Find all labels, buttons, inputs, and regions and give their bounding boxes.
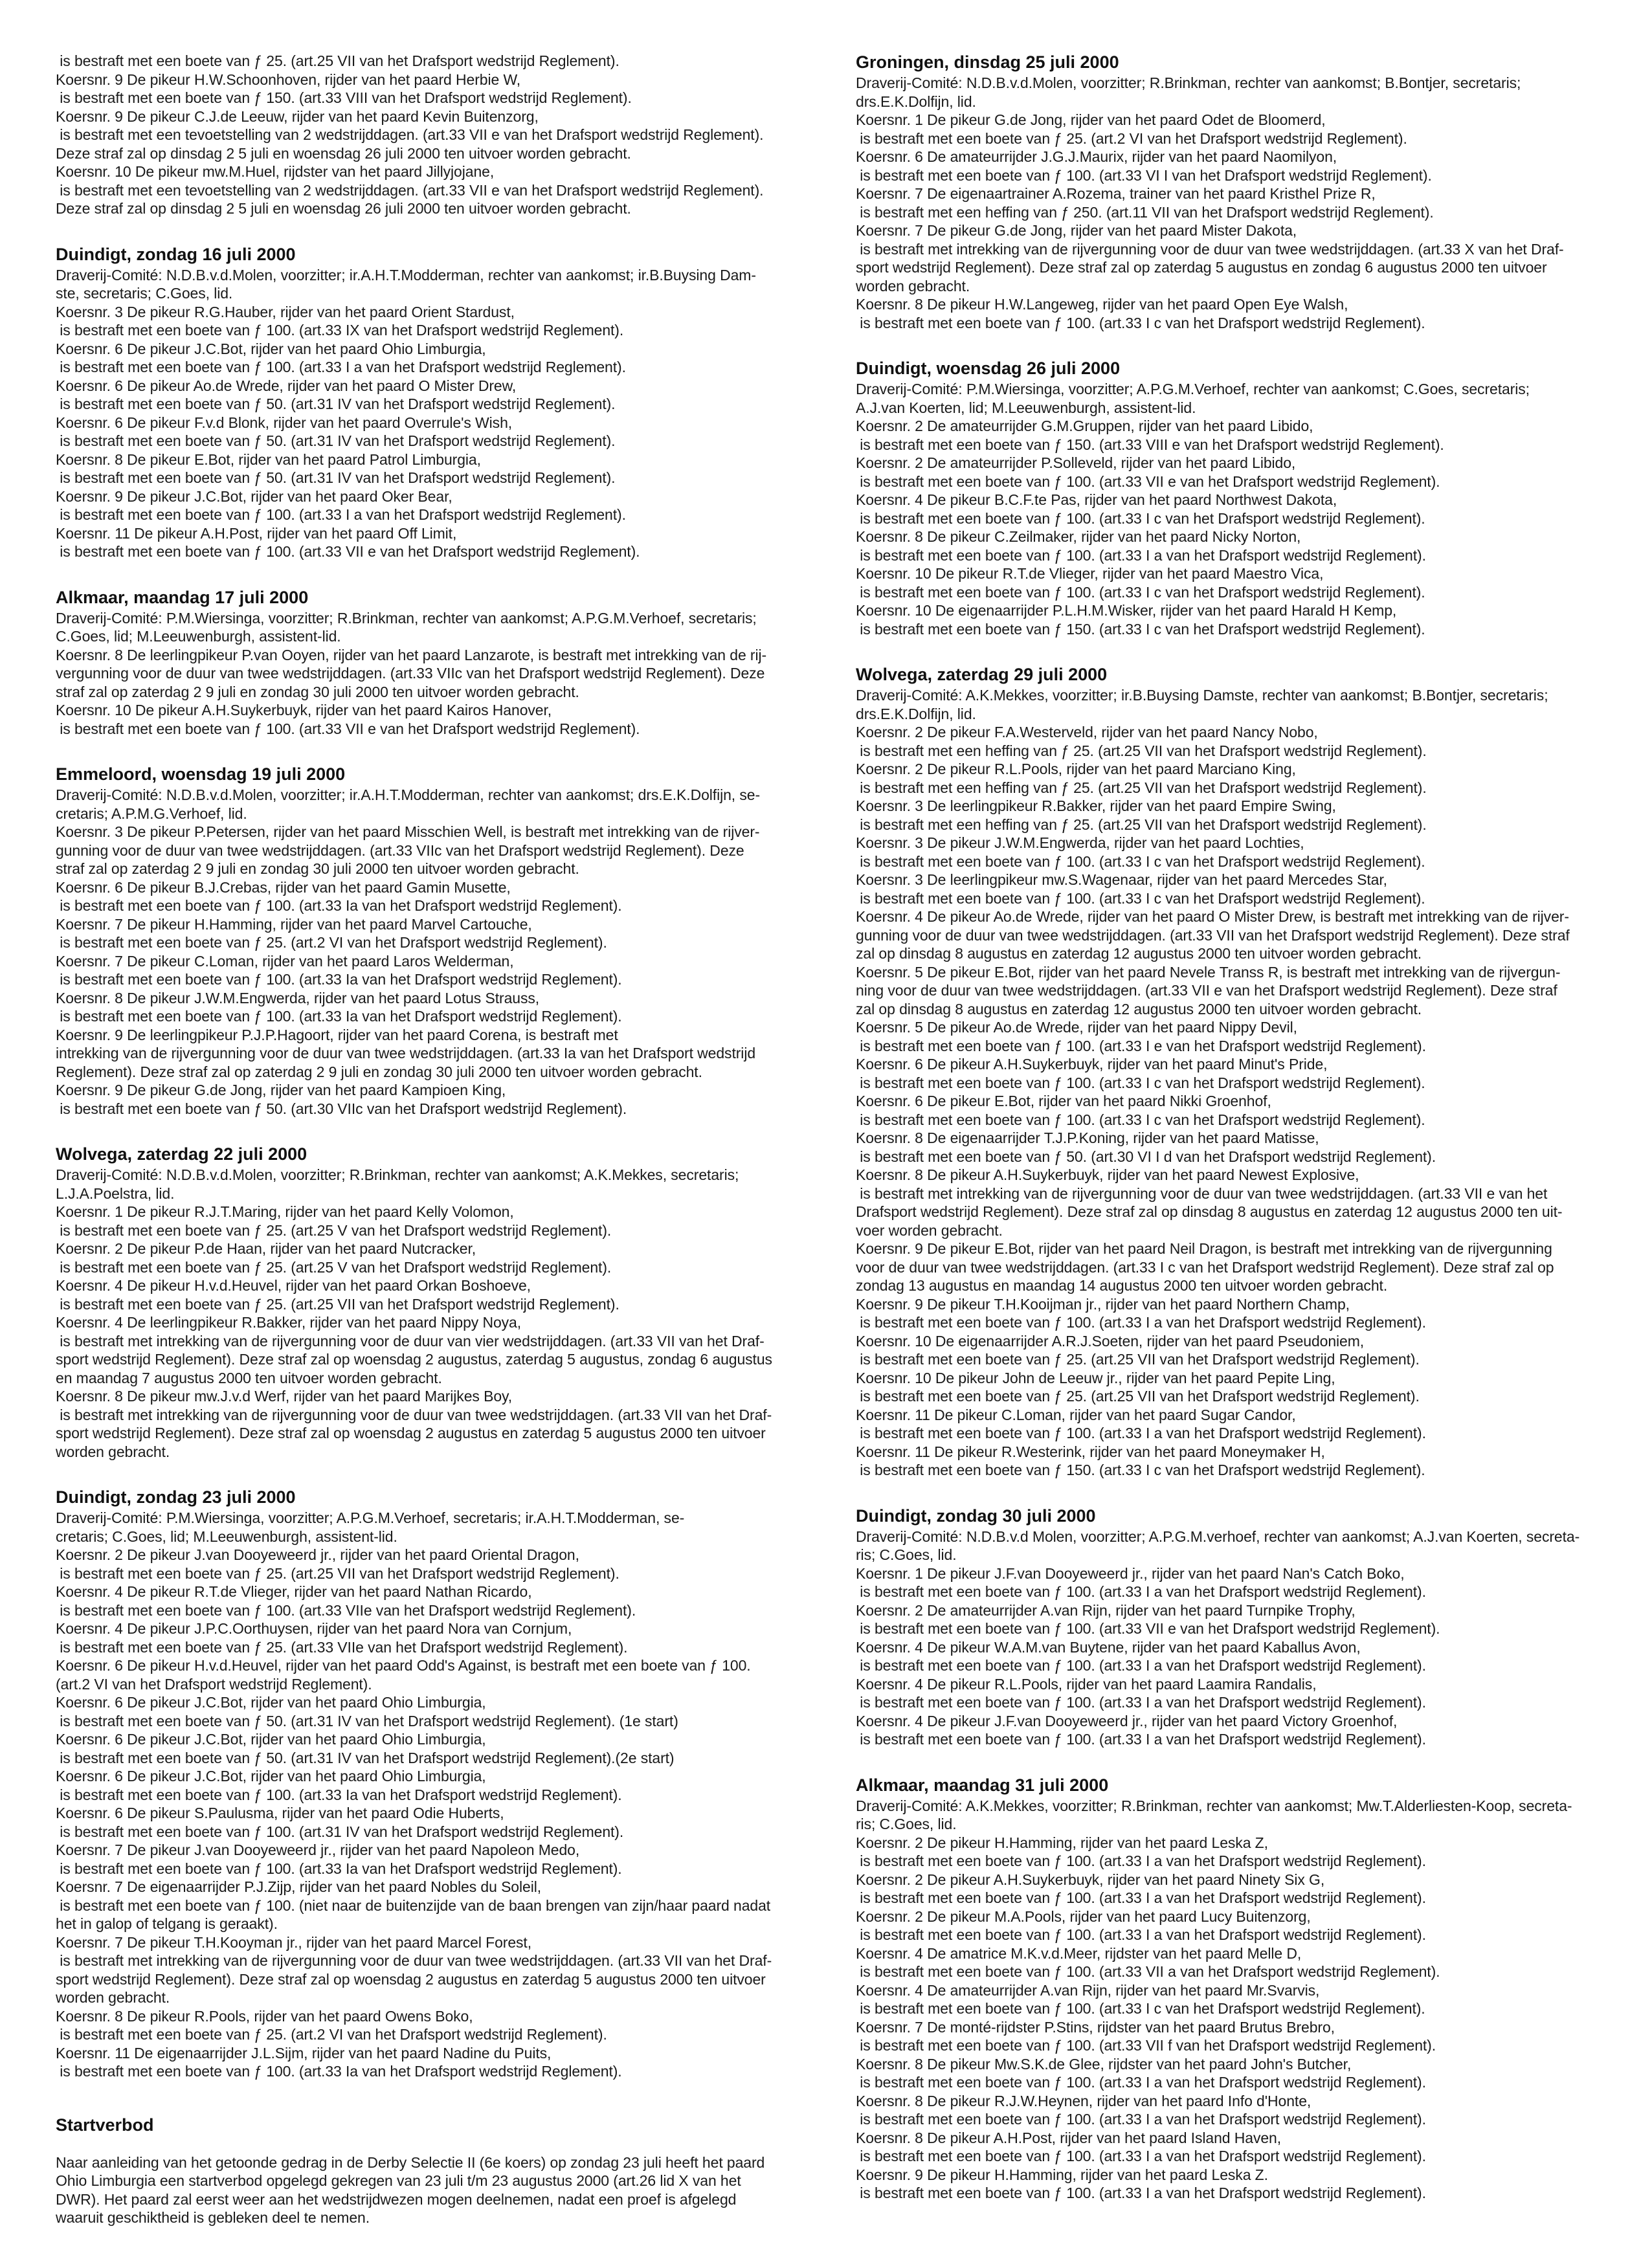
text-line: Koersnr. 8 De pikeur A.H.Post, rijder van het paard Island Haven, (856, 2129, 1282, 2146)
text-line: Koersnr. 2 De pikeur P.de Haan, rijder van het paard Nutcracker, (56, 1240, 476, 1257)
text-line: is bestraft met een boete van ƒ 100. (art.33 I a van het Drafsport wedstrijd Reglement). (56, 359, 626, 375)
text-line: Koersnr. 10 De pikeur A.H.Suykerbuyk, rijder van het paard Kairos Hanover, (56, 702, 552, 718)
text-line: Reglement). Deze straf zal op zaterdag 2 9 juli en zondag 30 juli 2000 ten uitvoer worden gebracht. (56, 1063, 702, 1080)
text-line: Koersnr. 7 De pikeur G.de Jong, rijder van het paard Mister Dakota, (856, 222, 1297, 239)
text-line: is bestraft met een boete van ƒ 100. (art.33 I a van het Drafsport wedstrijd Reglement). (856, 1314, 1426, 1331)
text-line: is bestraft met intrekking van de rijvergunning voor de duur van twee wedstrijddagen. (art.33 VII van het Draf- (56, 1952, 772, 1969)
text-line: is bestraft met een boete van ƒ 100. (art.33 I a van het Drafsport wedstrijd Reglement). (856, 546, 1426, 564)
text-line: Koersnr. 6 De pikeur S.Paulusma, rijder van het paard Odie Huberts, (56, 1805, 504, 1821)
text-line: Koersnr. 7 De eigenaarrijder P.J.Zijp, rijder van het paard Nobles du Soleil, (56, 1878, 542, 1895)
text-line: is bestraft met een heffing van ƒ 25. (art.25 VII van het Drafsport wedstrijd Reglement). (856, 742, 1427, 759)
text-line: is bestraft met een boete van ƒ 100. (art.33 VII e van het Drafsport wedstrijd Reglement). (56, 543, 640, 560)
text-line: is bestraft met een boete van ƒ 100. (art.33 I a van het Drafsport wedstrijd Reglement). (856, 1889, 1426, 1906)
report-section (856, 1506, 1594, 1749)
text-line: is bestraft met een boete van ƒ 100. (art.33 VII e van het Drafsport wedstrijd Reglement). (856, 472, 1440, 490)
text-line: Koersnr. 6 De pikeur J.C.Bot, rijder van het paard Ohio Limburgia, (56, 1768, 486, 1784)
text-line: waaruit geschiktheid is gebleken deel te nemen. (56, 2209, 370, 2226)
text-line: Koersnr. 9 De pikeur J.C.Bot, rijder van het paard Oker Bear, (56, 487, 452, 505)
text-line: is bestraft met een boete van ƒ 100. (art.33 VII e van het Drafsport wedstrijd Reglement). (56, 720, 640, 737)
text-line: ris; C.Goes, lid. (856, 1546, 957, 1563)
text-line: is bestraft met een boete van ƒ 100. (art.33 I a van het Drafsport wedstrijd Reglement). (856, 1852, 1426, 1869)
text-line: is bestraft met een boete van ƒ 25. (art.25 V van het Drafsport wedstrijd Reglement). (56, 1258, 612, 1276)
text-line: Naar aanleiding van het getoonde gedrag in de Derby Selectie II (6e koers) op zondag 23 juli heeft het paard (56, 2153, 765, 2171)
text-line: Koersnr. 10 De eigenaarrijder A.R.J.Soeten, rijder van het paard Pseudoniem, (856, 1332, 1365, 1350)
section-heading: Duindigt, woensdag 26 juli 2000 (856, 359, 1121, 378)
text-line: Koersnr. 10 De pikeur John de Leeuw jr., rijder van het paard Pepite Ling, (856, 1369, 1335, 1386)
text-line: is bestraft met een boete van ƒ 100. (art.33 I a van het Drafsport wedstrijd Reglement). (856, 2185, 1426, 2201)
report-section (856, 52, 1594, 332)
text-line: Draverij-Comité: N.D.B.v.d.Molen, voorzitter; ir.A.H.T.Modderman, rechter van aankomst; drs.E.K.Dolfijn, se- (56, 786, 761, 803)
text-line: is bestraft met een boete van ƒ 150. (art.33 VIII e van het Drafsport wedstrijd Reglement). (856, 436, 1444, 453)
text-line: Koersnr. 6 De pikeur F.v.d Blonk, rijder van het paard Overrule's Wish, (56, 414, 513, 431)
text-line: Koersnr. 4 De pikeur H.v.d.Heuvel, rijder van het paard Orkan Boshoeve, (56, 1277, 531, 1294)
text-line: Koersnr. 1 De pikeur R.J.T.Maring, rijder van het paard Kelly Volomon, (56, 1203, 514, 1220)
text-line: is bestraft met een boete van ƒ 25. (art.33 VIIe van het Drafsport wedstrijd Reglement). (56, 1638, 628, 1656)
text-line: Koersnr. 4 De pikeur J.F.van Dooyeweerd jr., rijder van het paard Victory Groenhof, (856, 1712, 1398, 1729)
section-heading: Alkmaar, maandag 31 juli 2000 (856, 1775, 1109, 1795)
text-line: is bestraft met een boete van ƒ 100. (art.33 Ia van het Drafsport wedstrijd Reglement). (56, 897, 622, 914)
text-line: is bestraft met een boete van ƒ 100. (art.33 I a van het Drafsport wedstrijd Reglement). (856, 2074, 1426, 2091)
text-line: is bestraft met een boete van ƒ 100. (art.33 VII a van het Drafsport wedstrijd Reglement). (856, 1963, 1440, 1980)
text-line: is bestraft met intrekking van de rijvergunning voor de duur van twee wedstrijddagen. (art.33 VII e van het (856, 1184, 1548, 1202)
text-line: Koersnr. 2 De amateurrijder G.M.Gruppen, rijder van het paard Libido, (856, 417, 1313, 434)
text-line: Koersnr. 8 De pikeur mw.J.v.d Werf, rijder van het paard Marijkes Boy, (56, 1388, 513, 1405)
text-line: Koersnr. 4 De pikeur W.A.M.van Buytene, rijder van het paard Kaballus Avon, (856, 1638, 1361, 1656)
text-line: Koersnr. 4 De pikeur Ao.de Wrede, rijder van het paard O Mister Drew, is bestraft met intrekking van de rijver- (856, 908, 1569, 925)
text-line: worden gebracht. (56, 1443, 170, 1460)
text-line: Koersnr. 11 De pikeur R.Westerink, rijder van het paard Moneymaker H, (856, 1443, 1325, 1460)
text-line: Ohio Limburgia een startverbod opgelegd gekregen van 23 juli t/m 23 augustus 2000 (art.26 lid X van het (56, 2172, 741, 2189)
text-line: Koersnr. 7 De pikeur H.Hamming, rijder van het paard Marvel Cartouche, (56, 915, 532, 933)
text-line: Koersnr. 7 De pikeur T.H.Kooyman jr., rijder van het paard Marcel Forest, (56, 1933, 531, 1951)
left-column (56, 52, 794, 2268)
text-line: is bestraft met een boete van ƒ 100. (art.33 VII e van het Drafsport wedstrijd Reglement). (856, 1620, 1440, 1637)
text-line: Koersnr. 9 De pikeur C.J.de Leeuw, rijder van het paard Kevin Buitenzorg, (56, 107, 539, 125)
text-line: voor de duur van twee wedstrijddagen. (art.33 I c van het Drafsport wedstrijd Reglement). Deze straf zal op (856, 1258, 1554, 1276)
text-line: Draverij-Comité: A.K.Mekkes, voorzitter; R.Brinkman, rechter van aankomst; Mw.T.Alderliesten-Koop, secreta- (856, 1797, 1572, 1814)
report-section (56, 244, 794, 561)
text-line: Draverij-Comité: N.D.B.v.d.Molen, voorzitter; R.Brinkman, rechter van aankomst; B.Bontjer, secretaris; (856, 74, 1521, 91)
text-line: Koersnr. 2 De amateurrijder A.van Rijn, rijder van het paard Turnpike Trophy, (856, 1601, 1356, 1619)
section-heading: Duindigt, zondag 30 juli 2000 (856, 1506, 1096, 1526)
text-line: Koersnr. 2 De pikeur A.H.Suykerbuyk, rijder van het paard Ninety Six G, (856, 1871, 1325, 1888)
text-line: Koersnr. 2 De amateurrijder P.Solleveld, rijder van het paard Libido, (856, 454, 1296, 471)
text-line: is bestraft met een boete van ƒ 25. (art.2 VI van het Drafsport wedstrijd Reglement). (56, 934, 607, 951)
text-line: Koersnr. 7 De pikeur J.van Dooyeweerd jr., rijder van het paard Napoleon Medo, (56, 1841, 580, 1858)
text-line: Drafsport wedstrijd Reglement). Deze straf zal op dinsdag 8 augustus en zaterdag 12 augustus 2000 ten uit- (856, 1203, 1563, 1220)
text-line: intrekking van de rijvergunning voor de duur van twee wedstrijddagen. (art.33 Ia van het Drafsport wedstrijd (56, 1045, 756, 1062)
text-line: Koersnr. 3 De leerlingpikeur R.Bakker, rijder van het paard Empire Swing, (856, 797, 1336, 814)
section-heading: Startverbod (56, 2115, 154, 2135)
text-line: zondag 13 augustus en maandag 14 augustus 2000 ten uitvoer worden gebracht. (856, 1277, 1388, 1294)
text-line: Koersnr. 4 De pikeur J.P.C.Oorthuysen, rijder van het paard Nora van Cornjum, (56, 1620, 572, 1637)
text-line: is bestraft met een heffing van ƒ 250. (art.11 VII van het Drafsport wedstrijd Reglement). (856, 203, 1434, 221)
text-line: is bestraft met een boete van ƒ 50. (art.31 IV van het Drafsport wedstrijd Reglement). (56, 432, 616, 449)
text-line: sport wedstrijd Reglement). Deze straf zal op woensdag 2 augustus, zaterdag 5 augustus, zondag 6 augustus (56, 1351, 772, 1368)
text-line: sport wedstrijd Reglement). Deze straf zal op woensdag 2 augustus en zaterdag 5 augustus 2000 ten uitvoer (56, 1970, 766, 1988)
text-line: Koersnr. 8 De pikeur H.W.Langeweg, rijder van het paard Open Eye Walsh, (856, 296, 1348, 313)
text-line: is bestraft met een boete van ƒ 100. (art.33 I c van het Drafsport wedstrijd Reglement). (856, 2000, 1425, 2017)
text-line: ris; C.Goes, lid. (856, 1816, 957, 1832)
text-line: Draverij-Comité: P.M.Wiersinga, voorzitter; A.P.G.M.Verhoef, secretaris; ir.A.H.T.Modderman, se- (56, 1509, 685, 1526)
text-line: Draverij-Comité: A.K.Mekkes, voorzitter; ir.B.Buysing Damste, rechter van aankomst; B.Bontjer, secretaris; (856, 687, 1548, 704)
text-line: Koersnr. 3 De pikeur R.G.Hauber, rijder van het paard Orient Stardust, (56, 303, 515, 320)
text-line: is bestraft met intrekking van de rijvergunning voor de duur van twee wedstrijddagen. (art.33 VII van het Draf- (56, 1406, 772, 1423)
text-line: is bestraft met een boete van ƒ 100. (art.33 Ia van het Drafsport wedstrijd Reglement). (56, 1008, 622, 1025)
text-line: sport wedstrijd Reglement). Deze straf zal op woensdag 2 augustus en zaterdag 5 augustus 2000 ten uitvoer (56, 1425, 766, 1441)
text-line: is bestraft met een boete van ƒ 100. (art.31 IV van het Drafsport wedstrijd Reglement). (56, 1823, 624, 1840)
text-line: Koersnr. 8 De eigenaarrijder T.J.P.Koning, rijder van het paard Matisse, (856, 1129, 1319, 1146)
text-line: Koersnr. 10 De pikeur mw.M.Huel, rijdster van het paard Jillyjojane, (56, 163, 495, 180)
text-line: is bestraft met een boete van ƒ 100. (art.33 VI I van het Drafsport wedstrijd Reglement). (856, 166, 1432, 184)
text-line: Deze straf zal op dinsdag 2 5 juli en woensdag 26 juli 2000 ten uitvoer worden gebracht. (56, 144, 631, 162)
text-line: is bestraft met een boete van ƒ 100. (art.33 I a van het Drafsport wedstrijd Reglement). (56, 506, 626, 523)
text-line: is bestraft met een boete van ƒ 100. (art.33 I c van het Drafsport wedstrijd Reglement). (856, 583, 1425, 601)
text-line: gunning voor de duur van twee wedstrijddagen. (art.33 VII van het Drafsport wedstrijd Reglement). Deze straf (856, 926, 1570, 944)
text-line: straf zal op zaterdag 2 9 juli en zondag 30 juli 2000 ten uitvoer worden gebracht. (56, 860, 579, 877)
text-line: is bestraft met een boete van ƒ 50. (art.31 IV van het Drafsport wedstrijd Reglement). (56, 395, 616, 412)
report-section (56, 52, 794, 218)
text-line: is bestraft met een boete van ƒ 25. (art.25 VII van het Drafsport wedstrijd Reglement). (856, 1388, 1420, 1405)
text-line: Koersnr. 10 De eigenaarrijder P.L.H.M.Wisker, rijder van het paard Harald H Kemp, (856, 602, 1397, 619)
text-line: is bestraft met een boete van ƒ 50. (art.31 IV van het Drafsport wedstrijd Reglement).(2e start) (56, 1749, 675, 1766)
text-line: Koersnr. 1 De pikeur J.F.van Dooyeweerd jr., rijder van het paard Nan's Catch Boko, (856, 1564, 1405, 1582)
text-line: zal op dinsdag 8 augustus en zaterdag 12 augustus 2000 ten uitvoer worden gebracht. (856, 945, 1422, 962)
text-line: is bestraft met een boete van ƒ 100. (art.33 I a van het Drafsport wedstrijd Reglement). (856, 1926, 1426, 1943)
text-line: Koersnr. 4 De pikeur R.L.Pools, rijder van het paard Laamira Randalis, (856, 1675, 1317, 1693)
text-line: Koersnr. 8 De pikeur R.J.W.Heynen, rijder van het paard Info d'Honte, (856, 2092, 1312, 2109)
text-line: gunning voor de duur van twee wedstrijddagen. (art.33 VIIc van het Drafsport wedstrijd Reglement). Deze (56, 841, 744, 859)
text-line: Koersnr. 6 De pikeur J.C.Bot, rijder van het paard Ohio Limburgia, (56, 1694, 486, 1711)
text-line: is bestraft met een boete van ƒ 100. (art.33 Ia van het Drafsport wedstrijd Reglement). (56, 1786, 622, 1803)
text-line: Koersnr. 11 De pikeur C.Loman, rijder van het paard Sugar Candor, (856, 1406, 1296, 1423)
text-line: is bestraft met een boete van ƒ 25. (art.25 VII van het Drafsport wedstrijd Reglement). (856, 1351, 1420, 1368)
text-line: is bestraft met een boete van ƒ 100. (art.33 I a van het Drafsport wedstrijd Reglement). (856, 1425, 1426, 1441)
text-line: Koersnr. 4 De pikeur R.T.de Vlieger, rijder van het paard Nathan Ricardo, (56, 1583, 532, 1600)
text-line: A.J.van Koerten, lid; M.Leeuwenburgh, assistent-lid. (856, 399, 1196, 416)
text-line: is bestraft met een boete van ƒ 100. (art.33 I a van het Drafsport wedstrijd Reglement). (856, 1657, 1426, 1674)
text-line: Koersnr. 6 De pikeur E.Bot, rijder van het paard Nikki Groenhof, (856, 1093, 1271, 1109)
section-heading: Emmeloord, woensdag 19 juli 2000 (56, 764, 346, 784)
text-line: is bestraft met een boete van ƒ 50. (art.30 VI I d van het Drafsport wedstrijd Reglement). (856, 1148, 1436, 1165)
text-line: Koersnr. 9 De leerlingpikeur P.J.P.Hagoort, rijder van het paard Corena, is bestraft met (56, 1026, 618, 1043)
text-line: (art.2 VI van het Drafsport wedstrijd Reglement). (56, 1675, 372, 1693)
text-line: Koersnr. 7 De monté-rijdster P.Stins, rijdster van het paard Brutus Brebro, (856, 2018, 1335, 2036)
text-line: is bestraft met een boete van ƒ 100. (art.33 I c van het Drafsport wedstrijd Reglement). (856, 314, 1425, 331)
text-line: Koersnr. 4 De amatrice M.K.v.d.Meer, rijdster van het paard Melle D, (856, 1944, 1302, 1962)
section-heading: Groningen, dinsdag 25 juli 2000 (856, 52, 1119, 72)
text-line: is bestraft met een heffing van ƒ 25. (art.25 VII van het Drafsport wedstrijd Reglement). (856, 816, 1427, 833)
text-line: Koersnr. 3 De leerlingpikeur mw.S.Wagenaar, rijder van het paard Mercedes Star, (856, 871, 1387, 888)
text-line: is bestraft met een boete van ƒ 100. (art.33 I c van het Drafsport wedstrijd Reglement). (856, 889, 1425, 907)
text-line: en maandag 7 augustus 2000 ten uitvoer worden gebracht. (56, 1369, 442, 1386)
text-line: is bestraft met intrekking van de rijvergunning voor de duur van vier wedstrijddagen. (art.33 VII van het Draf- (56, 1332, 765, 1350)
text-line: Deze straf zal op dinsdag 2 5 juli en woensdag 26 juli 2000 ten uitvoer worden gebracht. (56, 200, 631, 217)
text-line: ste, secretaris; C.Goes, lid. (56, 285, 233, 302)
text-line: is bestraft met een boete van ƒ 50. (art.31 IV van het Drafsport wedstrijd Reglement). (1e start) (56, 1712, 678, 1729)
text-line: is bestraft met een boete van ƒ 25. (art.25 VII van het Drafsport wedstrijd Reglement). (56, 52, 620, 69)
text-line: is bestraft met een boete van ƒ 25. (art.25 V van het Drafsport wedstrijd Reglement). (56, 1221, 612, 1239)
text-line: Koersnr. 2 De pikeur J.van Dooyeweerd jr., rijder van het paard Oriental Dragon, (56, 1546, 579, 1563)
text-line: is bestraft met een boete van ƒ 100. (art.33 I e van het Drafsport wedstrijd Reglement). (856, 1037, 1426, 1054)
text-line: is bestraft met een boete van ƒ 100. (art.33 I a van het Drafsport wedstrijd Reglement). (856, 1731, 1426, 1748)
text-line: is bestraft met een boete van ƒ 100. (art.33 I c van het Drafsport wedstrijd Reglement). (856, 852, 1425, 870)
text-line: Koersnr. 8 De pikeur A.H.Suykerbuyk, rijder van het paard Newest Explosive, (856, 1166, 1359, 1183)
text-line: Koersnr. 11 De eigenaarrijder J.L.Sijm, rijder van het paard Nadine du Puits, (56, 2044, 552, 2062)
report-section (856, 664, 1594, 1480)
text-line: Koersnr. 8 De pikeur E.Bot, rijder van het paard Patrol Limburgia, (56, 450, 481, 468)
text-line: Koersnr. 6 De pikeur B.J.Crebas, rijder van het paard Gamin Musette, (56, 878, 511, 896)
text-line: is bestraft met een boete van ƒ 100. (art.33 Ia van het Drafsport wedstrijd Reglement). (56, 971, 622, 988)
text-line: is bestraft met een boete van ƒ 150. (art.33 I c van het Drafsport wedstrijd Reglement). (856, 620, 1425, 638)
text-line: Koersnr. 9 De pikeur G.de Jong, rijder van het paard Kampioen King, (56, 1082, 506, 1098)
text-line: Koersnr. 4 De pikeur B.C.F.te Pas, rijder van het paard Northwest Dakota, (856, 491, 1337, 508)
text-line: vergunning voor de duur van twee wedstrijddagen. (art.33 VIIc van het Drafsport wedstrijd Reglement). Deze (56, 665, 765, 682)
text-line: straf zal op zaterdag 2 9 juli en zondag 30 juli 2000 ten uitvoer worden gebracht. (56, 683, 579, 700)
text-line: zal op dinsdag 8 augustus en zaterdag 12 augustus 2000 ten uitvoer worden gebracht. (856, 1000, 1422, 1017)
text-line: Koersnr. 9 De pikeur H.W.Schoonhoven, rijder van het paard Herbie W, (56, 71, 521, 88)
text-line: is bestraft met een boete van ƒ 50. (art.30 VIIc van het Drafsport wedstrijd Reglement). (56, 1100, 627, 1117)
text-line: is bestraft met een boete van ƒ 150. (art.33 VIII van het Drafsport wedstrijd Reglement). (56, 89, 632, 106)
text-line: Koersnr. 2 De pikeur R.L.Pools, rijder van het paard Marciano King, (856, 761, 1296, 777)
text-line: Draverij-Comité: N.D.B.v.d Molen, voorzitter; A.P.G.M.verhoef, rechter van aankomst; A.J.van Koerten, secreta- (856, 1528, 1580, 1545)
text-line: Koersnr. 8 De pikeur J.W.M.Engwerda, rijder van het paard Lotus Strauss, (56, 989, 540, 1006)
report-section (56, 2107, 794, 2227)
text-line: is bestraft met een boete van ƒ 25. (art.2 VI van het Drafsport wedstrijd Reglement). (856, 129, 1407, 147)
text-line: Koersnr. 6 De pikeur Ao.de Wrede, rijder van het paard O Mister Drew, (56, 377, 517, 394)
text-line: is bestraft met een boete van ƒ 150. (art.33 I c van het Drafsport wedstrijd Reglement). (856, 1462, 1425, 1478)
text-line: cretaris; A.P.M.G.Verhoef, lid. (56, 805, 247, 822)
text-line: Koersnr. 3 De pikeur J.W.M.Engwerda, rijder van het paard Lochties, (856, 834, 1304, 851)
text-line: Koersnr. 6 De pikeur J.C.Bot, rijder van het paard Ohio Limburgia, (56, 340, 486, 357)
text-line: Draverij-Comité: N.D.B.v.d.Molen, voorzitter; ir.A.H.T.Modderman, rechter van aankomst; ir.B.Buysing Dam- (56, 266, 756, 284)
report-section (56, 1144, 794, 1461)
right-column (856, 52, 1594, 2268)
text-line: is bestraft met een boete van ƒ 25. (art.25 VII van het Drafsport wedstrijd Reglement). (56, 1564, 620, 1582)
text-line: is bestraft met intrekking van de rijvergunning voor de duur van twee wedstrijddagen. (art.33 X van het Draf- (856, 240, 1564, 258)
report-section (56, 1487, 794, 2081)
report-section (856, 1775, 1594, 2203)
text-line: Koersnr. 4 De leerlingpikeur R.Bakker, rijder van het paard Nippy Noya, (56, 1314, 522, 1331)
text-line: Koersnr. 11 De pikeur A.H.Post, rijder van het paard Off Limit, (56, 524, 457, 542)
text-line: Koersnr. 2 De pikeur H.Hamming, rijder van het paard Leska Z, (856, 1834, 1268, 1851)
text-line: Koersnr. 10 De pikeur R.T.de Vlieger, rijder van het paard Maestro Vica, (856, 565, 1324, 582)
text-line: Koersnr. 6 De pikeur A.H.Suykerbuyk, rijder van het paard Minut's Pride, (856, 1056, 1328, 1073)
text-line: DWR). Het paard zal eerst weer aan het wedstrijdwezen mogen deelnemen, nadat een proef is afgelegd (56, 2190, 737, 2208)
text-line: Koersnr. 9 De pikeur T.H.Kooijman jr., rijder van het paard Northern Champ, (856, 1295, 1350, 1313)
text-line: het in galop of telgang is geraakt). (56, 1915, 278, 1932)
text-line: C.Goes, lid; M.Leeuwenburgh, assistent-lid. (56, 628, 341, 645)
text-line: worden gebracht. (856, 277, 970, 295)
text-line: Koersnr. 8 De pikeur C.Zeilmaker, rijder van het paard Nicky Norton, (856, 528, 1301, 545)
text-line: Koersnr. 7 De eigenaartrainer A.Rozema, trainer van het paard Kristhel Prize R, (856, 185, 1376, 202)
text-line: is bestraft met een boete van ƒ 100. (art.33 I c van het Drafsport wedstrijd Reglement). (856, 1111, 1425, 1128)
text-line: is bestraft met een heffing van ƒ 25. (art.25 VII van het Drafsport wedstrijd Reglement). (856, 779, 1427, 796)
text-line: Draverij-Comité: P.M.Wiersinga, voorzitter; A.P.G.M.Verhoef, rechter van aankomst; C.Goes, secretaris; (856, 381, 1530, 397)
text-line: Koersnr. 6 De pikeur J.C.Bot, rijder van het paard Ohio Limburgia, (56, 1731, 486, 1748)
text-line: is bestraft met een boete van ƒ 100. (art.33 Ia van het Drafsport wedstrijd Reglement). (56, 2063, 622, 2080)
text-line: drs.E.K.Dolfijn, lid. (856, 705, 976, 722)
text-line: Koersnr. 8 De leerlingpikeur P.van Ooyen, rijder van het paard Lanzarote, is bestraft met intrekking van de rij- (56, 646, 767, 663)
text-line: Koersnr. 4 De amateurrijder A.van Rijn, rijder van het paard Mr.Svarvis, (856, 1981, 1320, 1999)
section-heading: Alkmaar, maandag 17 juli 2000 (56, 587, 309, 607)
report-section (56, 587, 794, 739)
text-line: Koersnr. 9 De pikeur H.Hamming, rijder van het paard Leska Z. (856, 2166, 1268, 2183)
text-line: Koersnr. 5 De pikeur E.Bot, rijder van het paard Nevele Transs R, is bestraft met intrekking van de rijvergun- (856, 963, 1561, 981)
text-line: Koersnr. 3 De pikeur P.Petersen, rijder van het paard Misschien Well, is bestraft met intrekking van de rijver- (56, 823, 760, 840)
text-line: Koersnr. 8 De pikeur Mw.S.K.de Glee, rijdster van het paard John's Butcher, (856, 2055, 1352, 2073)
text-line: is bestraft met een boete van ƒ 100. (art.33 Ia van het Drafsport wedstrijd Reglement). (56, 1860, 622, 1877)
text-line: Koersnr. 1 De pikeur G.de Jong, rijder van het paard Odet de Bloomerd, (856, 111, 1326, 128)
text-line: is bestraft met een boete van ƒ 50. (art.31 IV van het Drafsport wedstrijd Reglement). (56, 469, 616, 486)
text-line: Koersnr. 5 De pikeur Ao.de Wrede, rijder van het paard Nippy Devil, (856, 1019, 1297, 1036)
text-line: Koersnr. 9 De pikeur E.Bot, rijder van het paard Neil Dragon, is bestraft met intrekking van de rijvergunning (856, 1240, 1552, 1257)
text-line: is bestraft met een tevoetstelling van 2 wedstrijddagen. (art.33 VII e van het Drafsport wedstrijd Reglement). (56, 181, 764, 199)
text-line: is bestraft met een boete van ƒ 100. (art.33 I a van het Drafsport wedstrijd Reglement). (856, 2111, 1426, 2128)
text-line: worden gebracht. (56, 1989, 170, 2006)
text-line: Koersnr. 7 De pikeur C.Loman, rijder van het paard Laros Welderman, (56, 952, 514, 970)
text-line: L.J.A.Poelstra, lid. (56, 1184, 175, 1202)
text-line: is bestraft met een boete van ƒ 100. (art.33 I c van het Drafsport wedstrijd Reglement). (856, 509, 1425, 527)
text-line: drs.E.K.Dolfijn, lid. (856, 93, 976, 110)
text-line: Draverij-Comité: N.D.B.v.d.Molen, voorzitter; R.Brinkman, rechter van aankomst; A.K.Mekkes, secretaris; (56, 1166, 739, 1183)
report-section (56, 764, 794, 1118)
text-line: cretaris; C.Goes, lid; M.Leeuwenburgh, assistent-lid. (56, 1528, 397, 1545)
section-heading: Duindigt, zondag 23 juli 2000 (56, 1487, 296, 1507)
text-line: is bestraft met een boete van ƒ 100. (art.33 I a van het Drafsport wedstrijd Reglement). (856, 1694, 1426, 1711)
text-line: is bestraft met een boete van ƒ 100. (art.33 VII f van het Drafsport wedstrijd Reglement). (856, 2037, 1436, 2054)
text-line: Koersnr. 8 De pikeur R.Pools, rijder van het paard Owens Boko, (56, 2007, 473, 2025)
text-line: is bestraft met een boete van ƒ 100. (art.33 VIIe van het Drafsport wedstrijd Reglement). (56, 1601, 636, 1619)
text-line: voer worden gebracht. (856, 1221, 1003, 1239)
text-line: sport wedstrijd Reglement). Deze straf zal op zaterdag 5 augustus en zondag 6 augustus 2000 ten uitvoer (856, 259, 1547, 276)
text-line: is bestraft met een boete van ƒ 100. (art.33 I c van het Drafsport wedstrijd Reglement). (856, 1074, 1425, 1091)
report-section (856, 358, 1594, 638)
section-heading: Duindigt, zondag 16 juli 2000 (56, 244, 296, 264)
text-line: Koersnr. 2 De pikeur F.A.Westerveld, rijder van het paard Nancy Nobo, (856, 724, 1318, 740)
text-line: is bestraft met een boete van ƒ 100. (niet naar de buitenzijde van de baan brengen van zijn/haar paard nadat (56, 1896, 771, 1914)
text-line: is bestraft met een boete van ƒ 25. (art.25 VII van het Drafsport wedstrijd Reglement). (56, 1295, 620, 1313)
text-line: ning voor de duur van twee wedstrijddagen. (art.33 VII e van het Drafsport wedstrijd Reglement). Deze straf (856, 982, 1557, 999)
section-heading: Wolvega, zaterdag 29 juli 2000 (856, 665, 1108, 684)
text-line: Koersnr. 6 De pikeur H.v.d.Heuvel, rijder van het paard Odd's Against, is bestraft met een boete van ƒ 100. (56, 1657, 751, 1674)
text-line: is bestraft met een boete van ƒ 25. (art.2 VI van het Drafsport wedstrijd Reglement). (56, 2026, 607, 2043)
text-line: Koersnr. 2 De pikeur M.A.Pools, rijder van het paard Lucy Buitenzorg, (856, 1907, 1311, 1925)
text-line: is bestraft met een tevoetstelling van 2 wedstrijddagen. (art.33 VII e van het Drafsport wedstrijd Reglement). (56, 126, 764, 143)
text-line: is bestraft met een boete van ƒ 100. (art.33 IX van het Drafsport wedstrijd Reglement). (56, 322, 624, 339)
text-line: Draverij-Comité: P.M.Wiersinga, voorzitter; R.Brinkman, rechter van aankomst; A.P.G.M.Verhoef, secretaris; (56, 609, 757, 627)
section-heading: Wolvega, zaterdag 22 juli 2000 (56, 1144, 307, 1164)
text-line: is bestraft met een boete van ƒ 100. (art.33 I a van het Drafsport wedstrijd Reglement). (856, 1583, 1426, 1600)
text-line: Koersnr. 6 De amateurrijder J.G.J.Maurix, rijder van het paard Naomilyon, (856, 148, 1337, 165)
text-line: is bestraft met een boete van ƒ 100. (art.33 I a van het Drafsport wedstrijd Reglement). (856, 2148, 1426, 2164)
